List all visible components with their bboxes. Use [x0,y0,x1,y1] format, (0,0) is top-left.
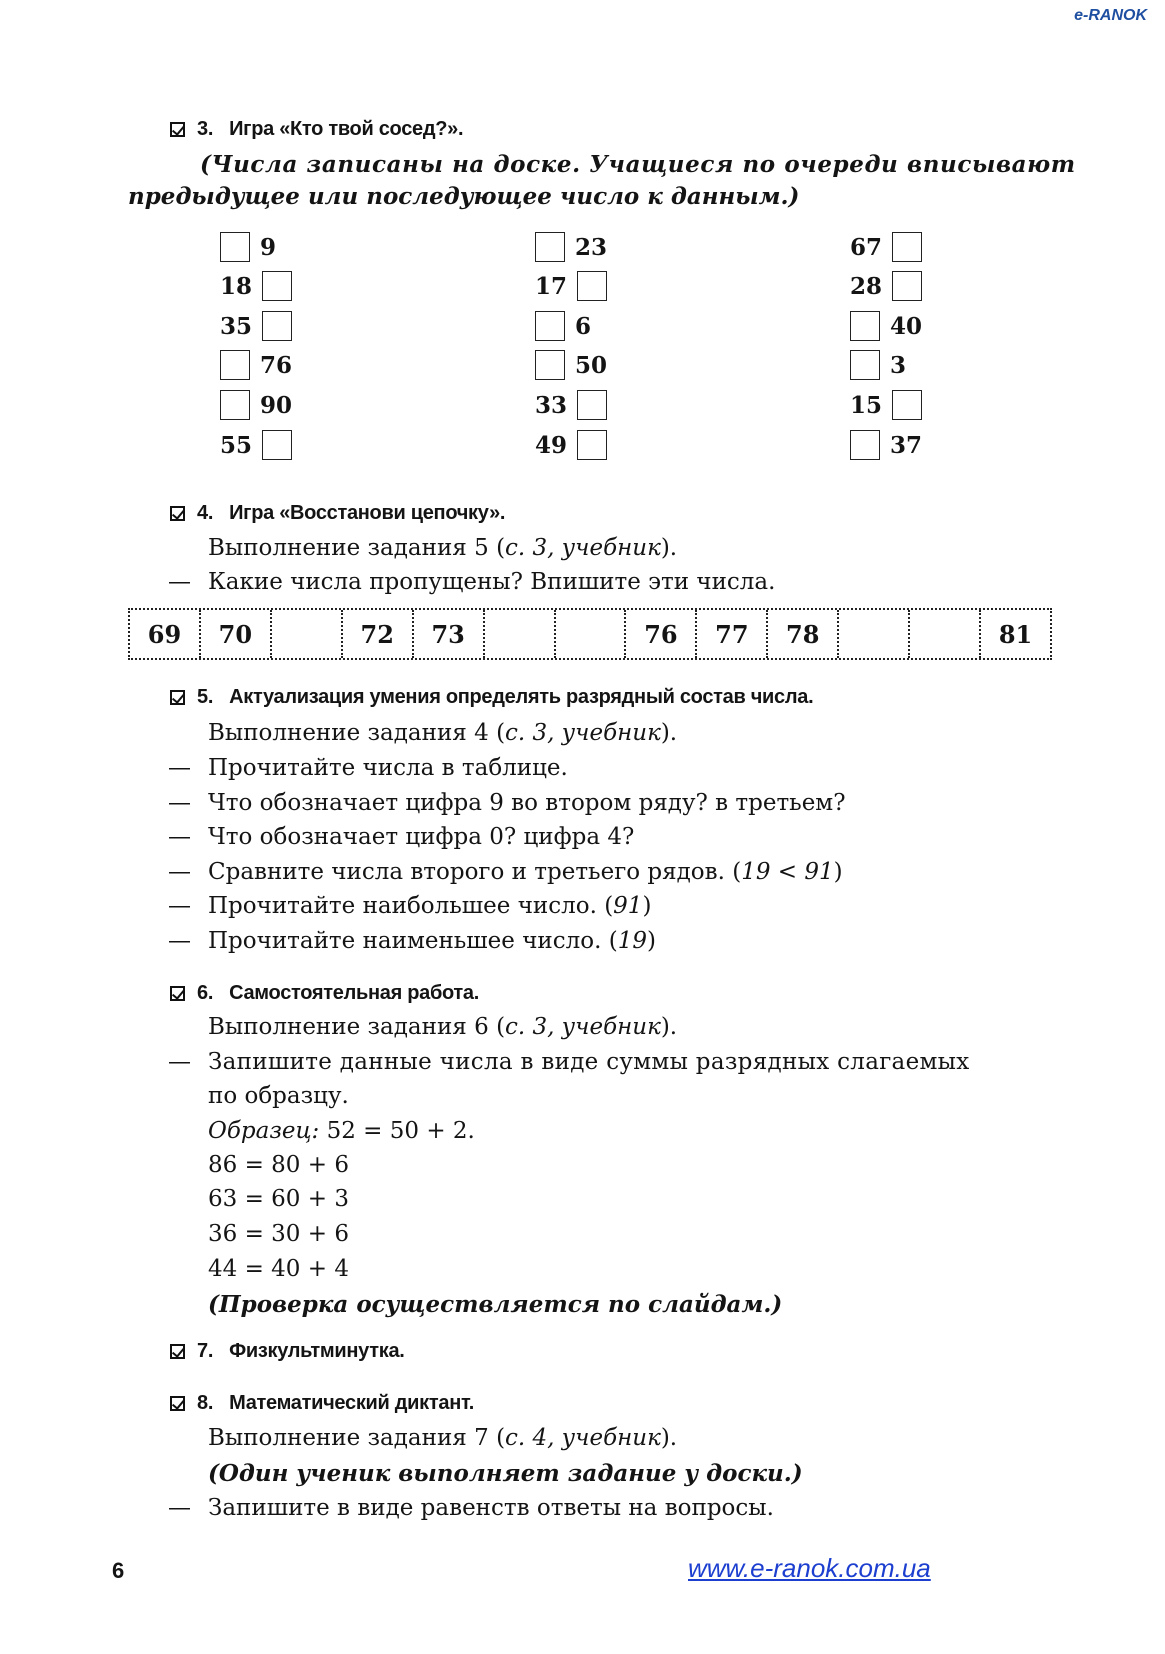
chain-cell: 72 [343,610,414,658]
chain-cell: 70 [201,610,272,658]
chain-cell: 78 [768,610,839,658]
answer-box[interactable] [262,430,292,460]
equation: 44 = 40 + 4 [208,1256,349,1282]
number: 23 [575,233,608,261]
neighbor-item [535,390,607,420]
number-chain [128,608,1052,660]
neighbor-item [850,390,922,420]
section-number: 3. [197,118,214,140]
answer-box[interactable] [850,311,880,341]
section-title: Математический диктант. [229,1392,474,1414]
chain-cell: 81 [998,619,1033,649]
answer-box[interactable] [892,271,922,301]
number: 35 [220,312,253,340]
neighbor-item [850,271,922,301]
website-link[interactable]: www.e-ranok.com.ua [688,1553,931,1583]
number: 76 [260,351,293,379]
chain-cell: 76 [626,610,697,658]
section-3-heading [170,118,463,141]
checkbox-icon [170,1344,185,1359]
answer-box[interactable] [577,430,607,460]
section-title: Игра «Восстанови цепочку». [229,502,506,524]
section-5-task: Выполнение задания 4 (с. 3, учебник). [208,720,678,746]
neighbor-item [850,232,922,262]
answer-box[interactable] [262,311,292,341]
question-line: — Прочитайте наибольшее число. (91) [168,893,652,919]
neighbor-item [220,350,292,380]
section-number: 4. [197,502,214,524]
section-3-note-line-1: (Числа записаны на доске. Учащиеся по очереди вписывают [200,151,1076,178]
page-number: 6 [112,1558,125,1583]
number: 3 [890,351,907,379]
answer-box[interactable] [577,390,607,420]
section-number: 6. [197,982,214,1004]
answer-box[interactable] [535,311,565,341]
section-4-task: Выполнение задания 5 (с. 3, учебник). [208,535,678,561]
answer-box[interactable] [220,232,250,262]
instruction-line: — Запишите в виде равенств ответы на вопросы. [168,1495,774,1521]
section-title: Актуализация умения определять разрядный состав числа. [229,686,814,708]
chain-cell-empty[interactable] [910,610,981,658]
section-title: Физкультминутка. [229,1340,405,1362]
answer-box[interactable] [892,390,922,420]
neighbor-item [220,311,292,341]
neighbor-item [535,350,607,380]
answer-box[interactable] [850,430,880,460]
neighbor-item [535,430,607,460]
number: 17 [535,272,568,300]
chain-cell: 77 [697,610,768,658]
answer-box[interactable] [535,350,565,380]
chain-cell: 73 [414,610,485,658]
number: 40 [890,312,923,340]
sample-line: Образец: 52 = 50 + 2. [208,1118,475,1144]
number: 28 [850,272,883,300]
neighbor-item [220,430,292,460]
question-line: — Прочитайте наименьшее число. (19) [168,928,656,954]
number: 67 [850,233,883,261]
equation: 86 = 80 + 6 [208,1152,349,1178]
answer-box[interactable] [850,350,880,380]
checkbox-icon [170,506,185,521]
answer-box[interactable] [262,271,292,301]
chain-cell-empty[interactable] [485,610,556,658]
section-5-heading [170,686,813,709]
number: 6 [575,312,592,340]
section-title: Игра «Кто твой сосед?». [229,118,464,140]
instruction-line: — Запишите данные числа в виде суммы разрядных слагаемых [168,1049,970,1075]
equation: 36 = 30 + 6 [208,1221,349,1247]
neighbor-item [220,271,292,301]
publisher-logo [1074,8,1147,24]
question-line: — Прочитайте числа в таблице. [168,755,568,781]
checkbox-icon [170,122,185,137]
question-line: — Что обозначает цифра 0? цифра 4? [168,824,635,850]
answer-box[interactable] [577,271,607,301]
section-6-task: Выполнение задания 6 (с. 3, учебник). [208,1014,678,1040]
section-8-task: Выполнение задания 7 (с. 4, учебник). [208,1425,678,1451]
neighbor-item [220,232,276,262]
question-line: — Что обозначает цифра 9 во втором ряду? в третьем? [168,790,846,816]
section-number: 5. [197,686,214,708]
section-3-note-line-2: предыдущее или последующее число к данным.) [128,183,800,210]
neighbor-item [850,311,922,341]
section-number: 7. [197,1340,214,1362]
chain-cell-empty[interactable] [272,610,343,658]
number: 55 [220,431,253,459]
section-6-heading [170,982,479,1005]
neighbor-item [535,311,591,341]
section-4-question: — Какие числа пропущены? Впишите эти числа. [168,569,776,595]
section-4-heading [170,502,505,525]
answer-box[interactable] [535,232,565,262]
answer-box[interactable] [220,350,250,380]
number: 90 [260,391,293,419]
number: 9 [260,233,277,261]
number: 37 [890,431,923,459]
check-note: (Проверка осуществляется по слайдам.) [208,1291,783,1318]
answer-box[interactable] [892,232,922,262]
section-number: 8. [197,1392,214,1414]
number: 33 [535,391,568,419]
logo-text: e-RANOK [1074,7,1147,24]
section-8-heading [170,1392,474,1415]
section-8-note: (Один ученик выполняет задание у доски.) [208,1460,803,1487]
neighbor-item [220,390,292,420]
instruction-line-2: по образцу. [208,1083,349,1109]
equation: 63 = 60 + 3 [208,1186,349,1212]
number: 50 [575,351,608,379]
number: 49 [535,431,568,459]
checkbox-icon [170,1396,185,1411]
checkbox-icon [170,690,185,705]
chain-cell-empty[interactable] [839,610,910,658]
section-7-heading [170,1340,405,1363]
section-title: Самостоятельная работа. [229,982,480,1004]
neighbor-item [850,350,906,380]
answer-box[interactable] [220,390,250,420]
number: 18 [220,272,253,300]
number: 15 [850,391,883,419]
neighbor-item [850,430,922,460]
chain-cell: 69 [130,610,201,658]
chain-cell-empty[interactable] [556,610,627,658]
question-line: — Сравните числа второго и третьего рядов. (19 < 91) [168,859,843,885]
neighbor-item [535,271,607,301]
checkbox-icon [170,986,185,1001]
neighbor-item [535,232,607,262]
